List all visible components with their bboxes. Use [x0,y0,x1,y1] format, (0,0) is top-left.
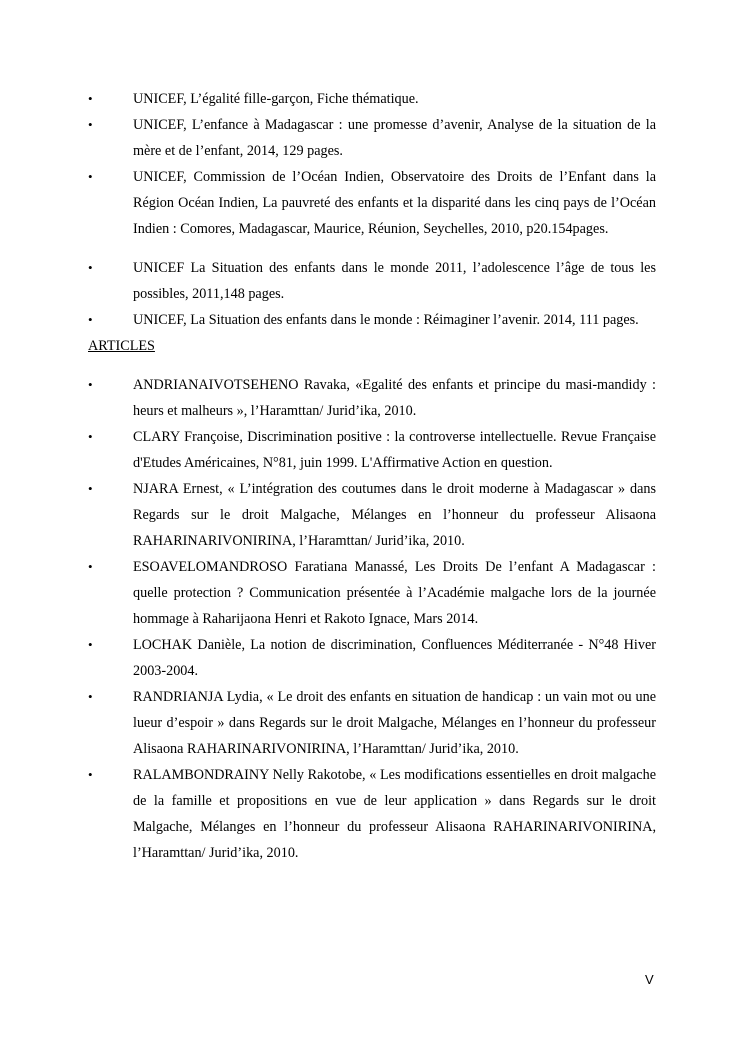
bullet-icon [88,372,102,398]
bullet-icon [88,164,102,190]
article-item [88,372,656,424]
bullet-icon [88,424,102,450]
article-item [88,424,656,476]
bullet-icon [88,112,102,138]
article-item [88,632,656,684]
bullet-icon [88,307,102,333]
reference-text: UNICEF, Commission de l’Océan Indien, Observatoire des Droits de l’Enfant dans la Région Océan Indien, La pauvreté des enfants et la disparité dans les cinq pays de l’Océan Indien : Comores, Madagascar, Maurice, Réunion, Seychelles, 2010, p20.154pages. [133,169,656,237]
article-text: CLARY Françoise, Discrimination positive : la controverse intellectuelle. Revue Française d'Etudes Américaines, N°81, juin 1999. L'Affirmative Action en question. [133,429,656,471]
page-number: V [645,972,654,987]
bullet-icon [88,632,102,658]
bullet-icon [88,255,102,281]
bullet-icon [88,684,102,710]
article-item [88,476,656,554]
reference-item [88,86,656,112]
reference-item [88,164,656,242]
article-text: NJARA Ernest, « L’intégration des coutumes dans le droit moderne à Madagascar » dans Regards sur le droit Malgache, Mélanges en l’honneur du professeur Alisaona RAHARINARIVONIRINA, l’Haramttan/ Jurid’ika, 2010. [133,481,656,549]
reference-text: UNICEF, L’égalité fille-garçon, Fiche thématique. [133,91,419,107]
article-item [88,554,656,632]
reference-text: UNICEF, La Situation des enfants dans le monde : Réimaginer l’avenir. 2014, 111 pages. [133,312,639,328]
article-text: RANDRIANJA Lydia, « Le droit des enfants en situation de handicap : un vain mot ou une lueur d’espoir » dans Regards sur le droit Malgache, Mélanges en l’honneur du professeur Alisaona RAHARINARIVONIRINA, l’Haramttan/ Jurid’ika, 2010. [133,689,656,757]
article-text: LOCHAK Danièle, La notion de discrimination, Confluences Méditerranée - N°48 Hiver 2003-2004. [133,637,656,679]
article-item [88,762,656,866]
reference-text: UNICEF La Situation des enfants dans le monde 2011, l’adolescence l’âge de tous les possibles, 2011,148 pages. [133,260,656,302]
section-heading-articles: ARTICLES [88,338,155,354]
article-text: ESOAVELOMANDROSO Faratiana Manassé, Les Droits De l’enfant A Madagascar : quelle protection ? Communication présentée à l’Académie malgache lors de la journée hommage à Raharijaona Henri et Rakoto Ignace, Mars 2014. [133,559,656,627]
bullet-icon [88,554,102,580]
reference-text: UNICEF, L’enfance à Madagascar : une promesse d’avenir, Analyse de la situation de la mère et de l’enfant, 2014, 129 pages. [133,117,656,159]
bullet-icon [88,762,102,788]
bullet-icon [88,476,102,502]
article-text: RALAMBONDRAINY Nelly Rakotobe, « Les modifications essentielles en droit malgache de la famille et propositions en vue de leur application » dans Regards sur le droit Malgache, Mélanges en l’honneur du professeur Alisaona RAHARINARIVONIRINA, l’Haramttan/ Jurid’ika, 2010. [133,767,656,861]
reference-item [88,255,656,307]
reference-item [88,307,656,333]
reference-item [88,112,656,164]
article-item [88,684,656,762]
bibliography [88,86,656,866]
article-text: ANDRIANAIVOTSEHENO Ravaka, «Egalité des enfants et principe du masi-mandidy : heurs et malheurs », l’Haramttan/ Jurid’ika, 2010. [133,377,656,419]
bullet-icon [88,86,102,112]
